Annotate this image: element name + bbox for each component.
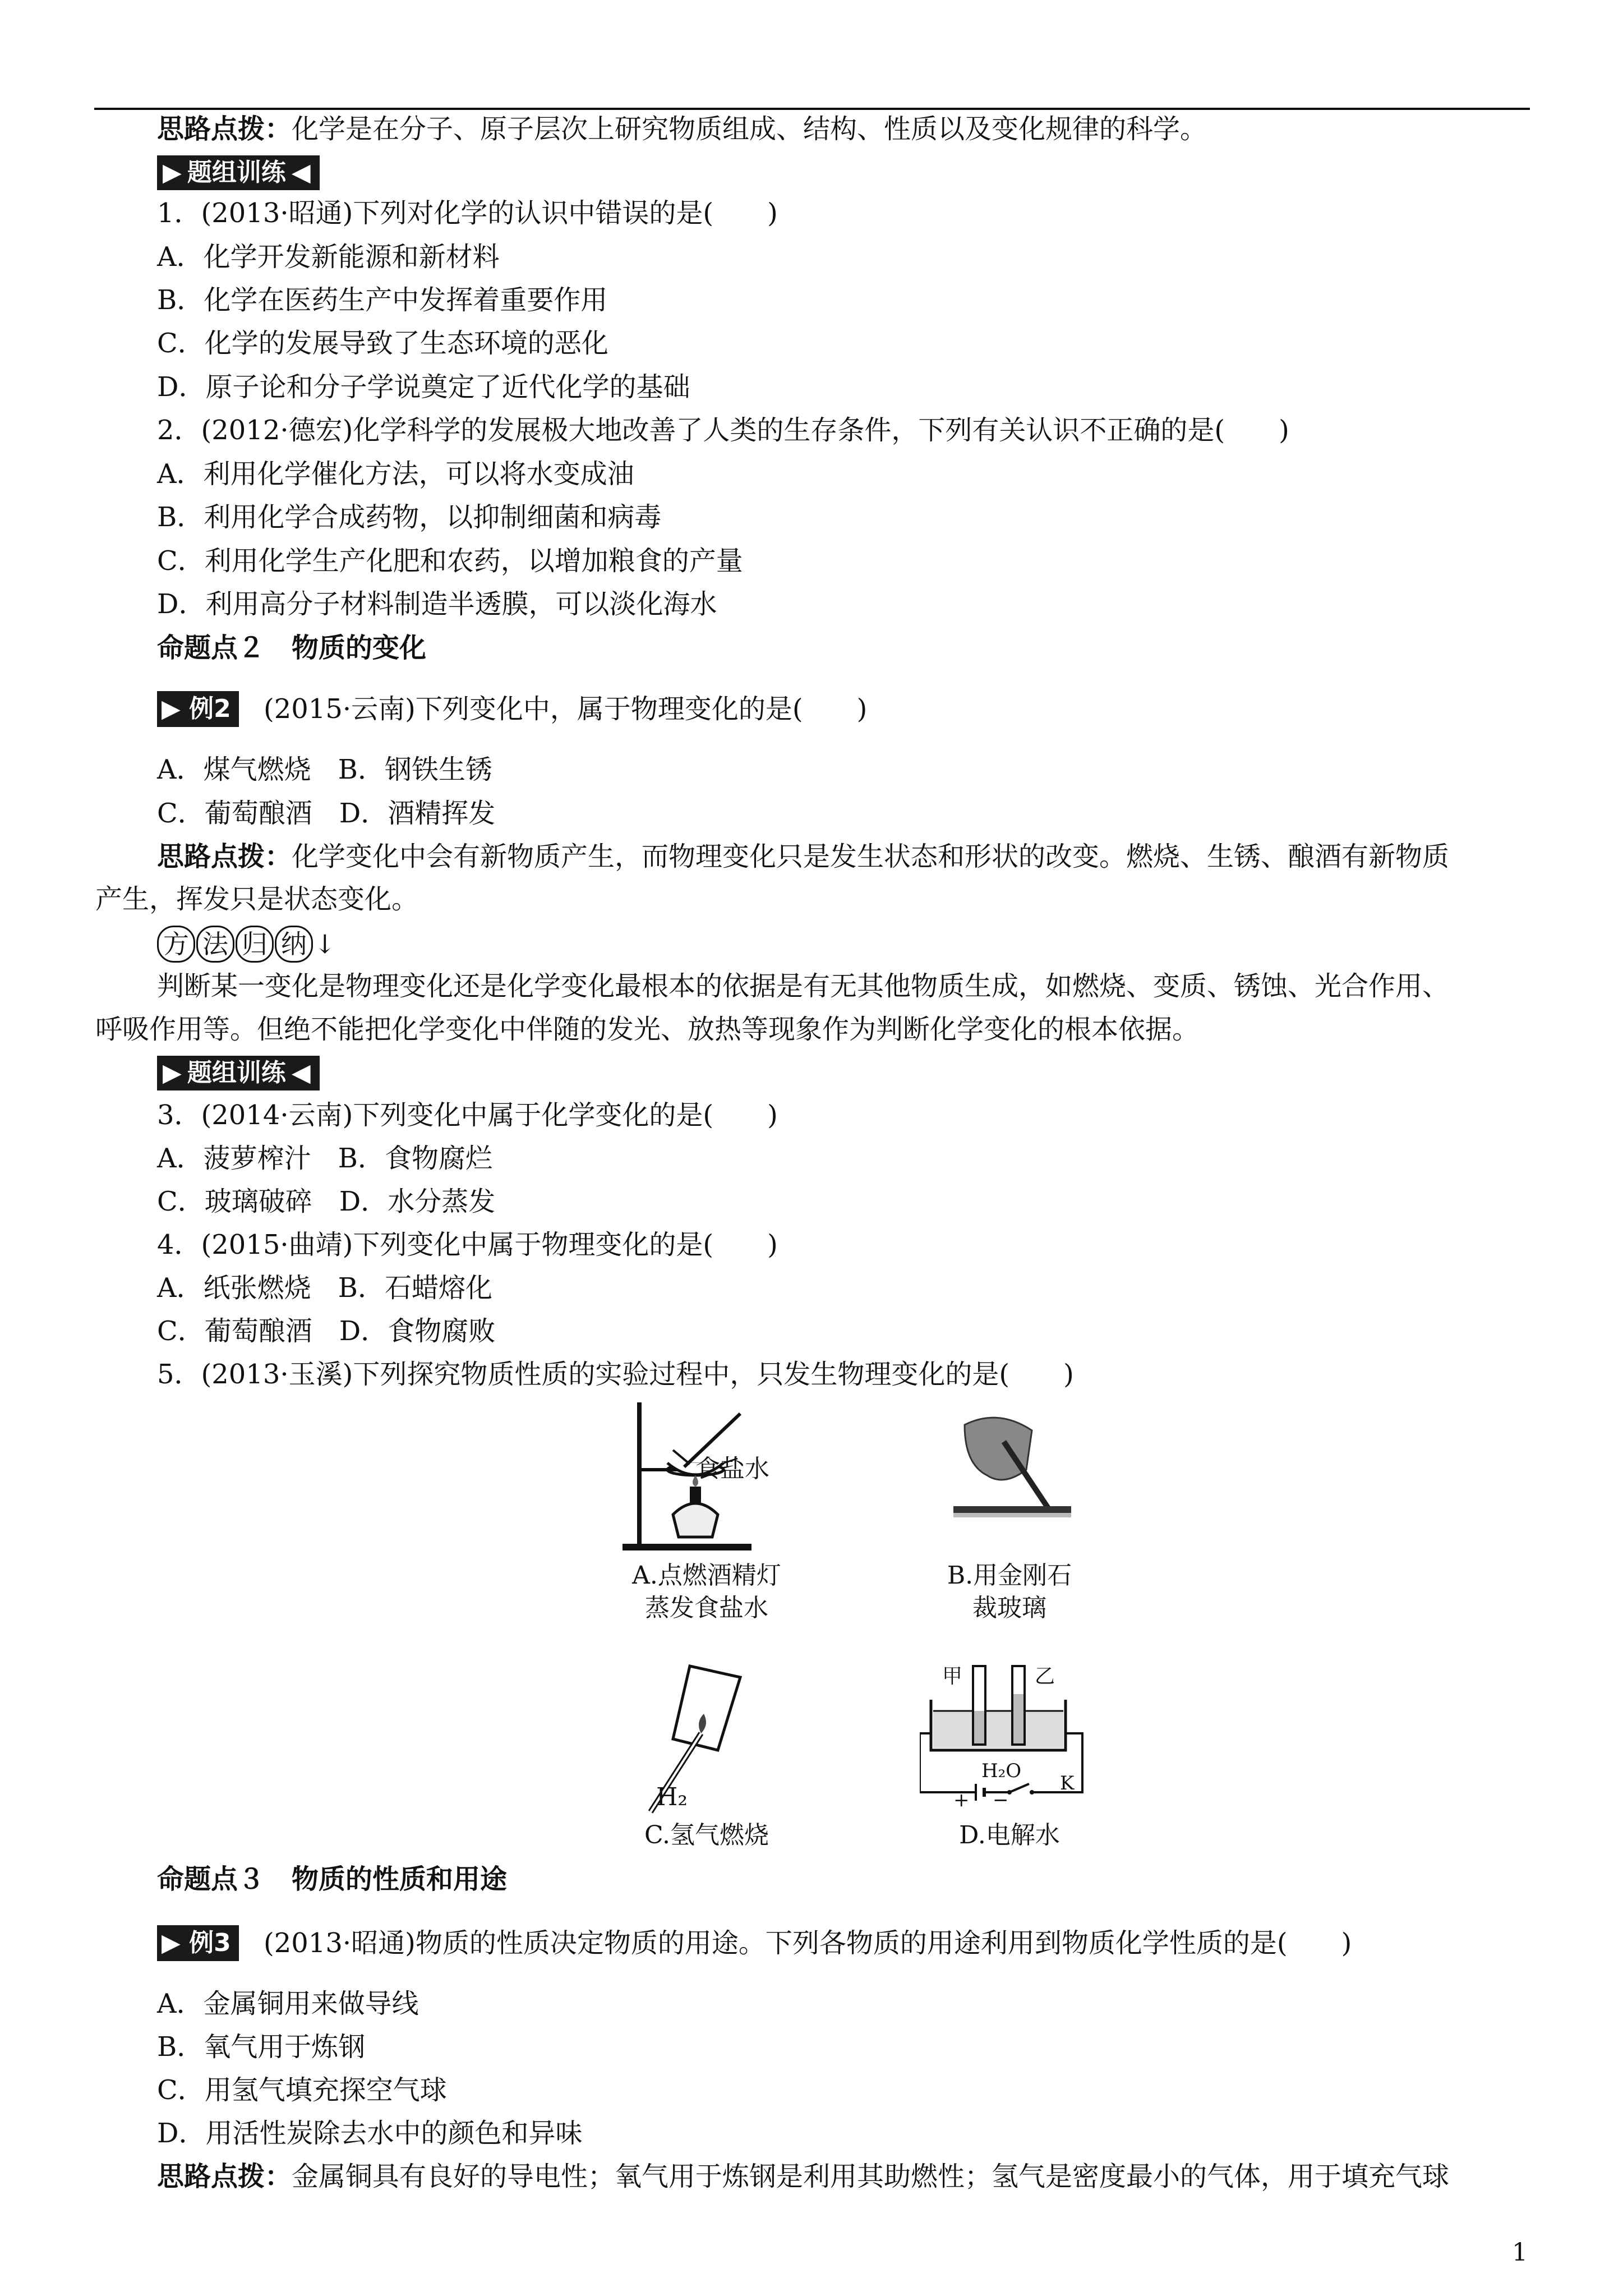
figure-c-hydrogen-burning — [617, 1655, 763, 1823]
hint-label: 思路点拨： — [157, 113, 292, 145]
question-1-stem: 1．(2013·昭通)下列对化学的认识中错误的是( ) — [157, 197, 778, 229]
example-3-label: 例3 — [189, 1929, 231, 1957]
figure-b-caption-1: B.用金刚石 — [947, 1561, 1072, 1590]
question-2-option-d: D．利用高分子材料制造半透膜，可以淡化海水 — [157, 588, 717, 620]
example-3-option-b: B．氧气用于炼钢 — [157, 2031, 366, 2063]
figure-a-caption-2: 蒸发食盐水 — [645, 1594, 768, 1622]
method-char: 方 — [157, 926, 195, 963]
method-text-line-2: 呼吸作用等。但绝不能把化学变化中伴随的发光、放热等现象作为判断化学变化的根本依据。 — [95, 1014, 1200, 1045]
example-3-tag — [157, 1925, 239, 1961]
question-5-stem: 5．(2013·玉溪)下列探究物质性质的实验过程中，只发生物理变化的是( ) — [157, 1359, 1074, 1390]
question-1-option-a: A．化学开发新能源和新材料 — [157, 241, 500, 273]
play-right-icon: ▶ — [163, 1059, 182, 1087]
example-3-hint — [157, 2160, 1449, 2193]
example-2-options-row-1: A．煤气燃烧 B．钢铁生锈 — [157, 754, 492, 785]
section-2-title: 命题点２ 物质的变化 — [157, 632, 427, 664]
figure-c-caption: C.氢气燃烧 — [644, 1821, 769, 1849]
method-summary-badge — [157, 926, 336, 963]
example-3-option-d: D．用活性炭除去水中的颜色和异味 — [157, 2118, 583, 2149]
figure-d-caption: D.电解水 — [959, 1821, 1060, 1849]
group-training-label: 题组训练 — [187, 158, 286, 187]
figure-d-label-water: H₂O — [981, 1760, 1022, 1782]
play-right-icon: ▶ — [163, 158, 182, 187]
example-2-label: 例2 — [189, 694, 231, 723]
hint-line — [157, 112, 1207, 146]
figure-c-label: H₂ — [656, 1783, 688, 1811]
play-left-icon: ◀ — [291, 1059, 311, 1087]
figure-d-label-yi: 乙 — [1035, 1665, 1055, 1688]
method-char: 法 — [196, 926, 234, 963]
method-char: 归 — [236, 926, 274, 963]
example-2-stem: (2015·云南)下列变化中，属于物理变化的是( ) — [264, 693, 868, 725]
hint-text: 化学是在分子、原子层次上研究物质组成、结构、性质以及变化规律的科学。 — [292, 113, 1207, 145]
figure-b-cutting-glass — [942, 1408, 1077, 1531]
hint-text: 金属铜具有良好的导电性；氧气用于炼钢是利用其助燃性；氢气是密度最小的气体，用于填充气球 — [292, 2161, 1450, 2192]
section-3-title: 命题点３ 物质的性质和用途 — [157, 1864, 508, 1895]
figure-a-label: 食盐水 — [695, 1455, 769, 1483]
figure-d-label-k: K — [1060, 1772, 1075, 1795]
group-training-tag — [157, 155, 320, 190]
group-training-tag — [157, 1056, 320, 1091]
question-1-option-c: C．化学的发展导致了生态环境的恶化 — [157, 328, 608, 359]
question-3-stem: 3．(2014·云南)下列变化中属于化学变化的是( ) — [157, 1099, 778, 1131]
figure-d-minus: − — [993, 1789, 1009, 1811]
play-right-icon: ▶ — [162, 1929, 190, 1957]
play-left-icon: ◀ — [291, 158, 311, 187]
question-1-option-b: B．化学在医药生产中发挥着重要作用 — [157, 284, 608, 316]
example-2-options-row-2: C．葡萄酿酒 D．酒精挥发 — [157, 798, 496, 829]
method-char: 纳 — [275, 926, 313, 963]
example-2-hint-cont: 产生，挥发只是状态变化。 — [95, 884, 419, 915]
example-3-option-a: A．金属铜用来做导线 — [157, 1988, 419, 2019]
question-4-options-row-1: A．纸张燃烧 B．石蜡熔化 — [157, 1272, 492, 1304]
page-number: 1 — [1512, 2238, 1528, 2267]
question-2-option-b: B．利用化学合成药物，以抑制细菌和病毒 — [157, 501, 662, 533]
header-rule — [94, 108, 1530, 110]
question-3-options-row-1: A．菠萝榨汁 B．食物腐烂 — [157, 1143, 492, 1174]
question-3-options-row-2: C．玻璃破碎 D．水分蒸发 — [157, 1186, 496, 1217]
figure-a-caption-1: A.点燃酒精灯 — [632, 1561, 781, 1590]
question-4-options-row-2: C．葡萄酿酒 D．食物腐败 — [157, 1315, 496, 1347]
question-4-stem: 4．(2015·曲靖)下列变化中属于物理变化的是( ) — [157, 1229, 778, 1260]
example-2-hint — [157, 840, 1449, 873]
example-3-option-c: C．用氢气填充探空气球 — [157, 2074, 447, 2106]
example-2-tag — [157, 691, 239, 727]
group-training-label: 题组训练 — [187, 1059, 286, 1087]
hint-text: 化学变化中会有新物质产生，而物理变化只是发生状态和形状的改变。燃烧、生锈、酿酒有新物质 — [292, 841, 1450, 872]
play-right-icon: ▶ — [162, 694, 190, 723]
hint-label: 思路点拨： — [157, 2161, 292, 2192]
question-1-option-d: D．原子论和分子学说奠定了近代化学的基础 — [157, 371, 690, 403]
figure-d-plus: + — [953, 1789, 970, 1811]
figure-b-caption-2: 裁玻璃 — [972, 1594, 1046, 1622]
question-2-option-a: A．利用化学催化方法，可以将水变成油 — [157, 458, 634, 490]
question-2-stem: 2．(2012·德宏)化学科学的发展极大地改善了人类的生存条件，下列有关认识不正确的是( ) — [157, 415, 1289, 446]
hint-label: 思路点拨： — [157, 841, 292, 872]
example-3-stem: (2013·昭通)物质的性质决定物质的用途。下列各物质的用途利用到物质化学性质的是( ) — [264, 1927, 1352, 1959]
method-text-line-1: 判断某一变化是物理变化还是化学变化最根本的依据是有无其他物质生成，如燃烧、变质、锈蚀、光合作用、 — [157, 970, 1450, 1002]
arrow-down-icon: ↓ — [314, 929, 336, 959]
question-2-option-c: C．利用化学生产化肥和农药，以增加粮食的产量 — [157, 545, 743, 577]
figure-d-label-jia: 甲 — [942, 1665, 963, 1688]
